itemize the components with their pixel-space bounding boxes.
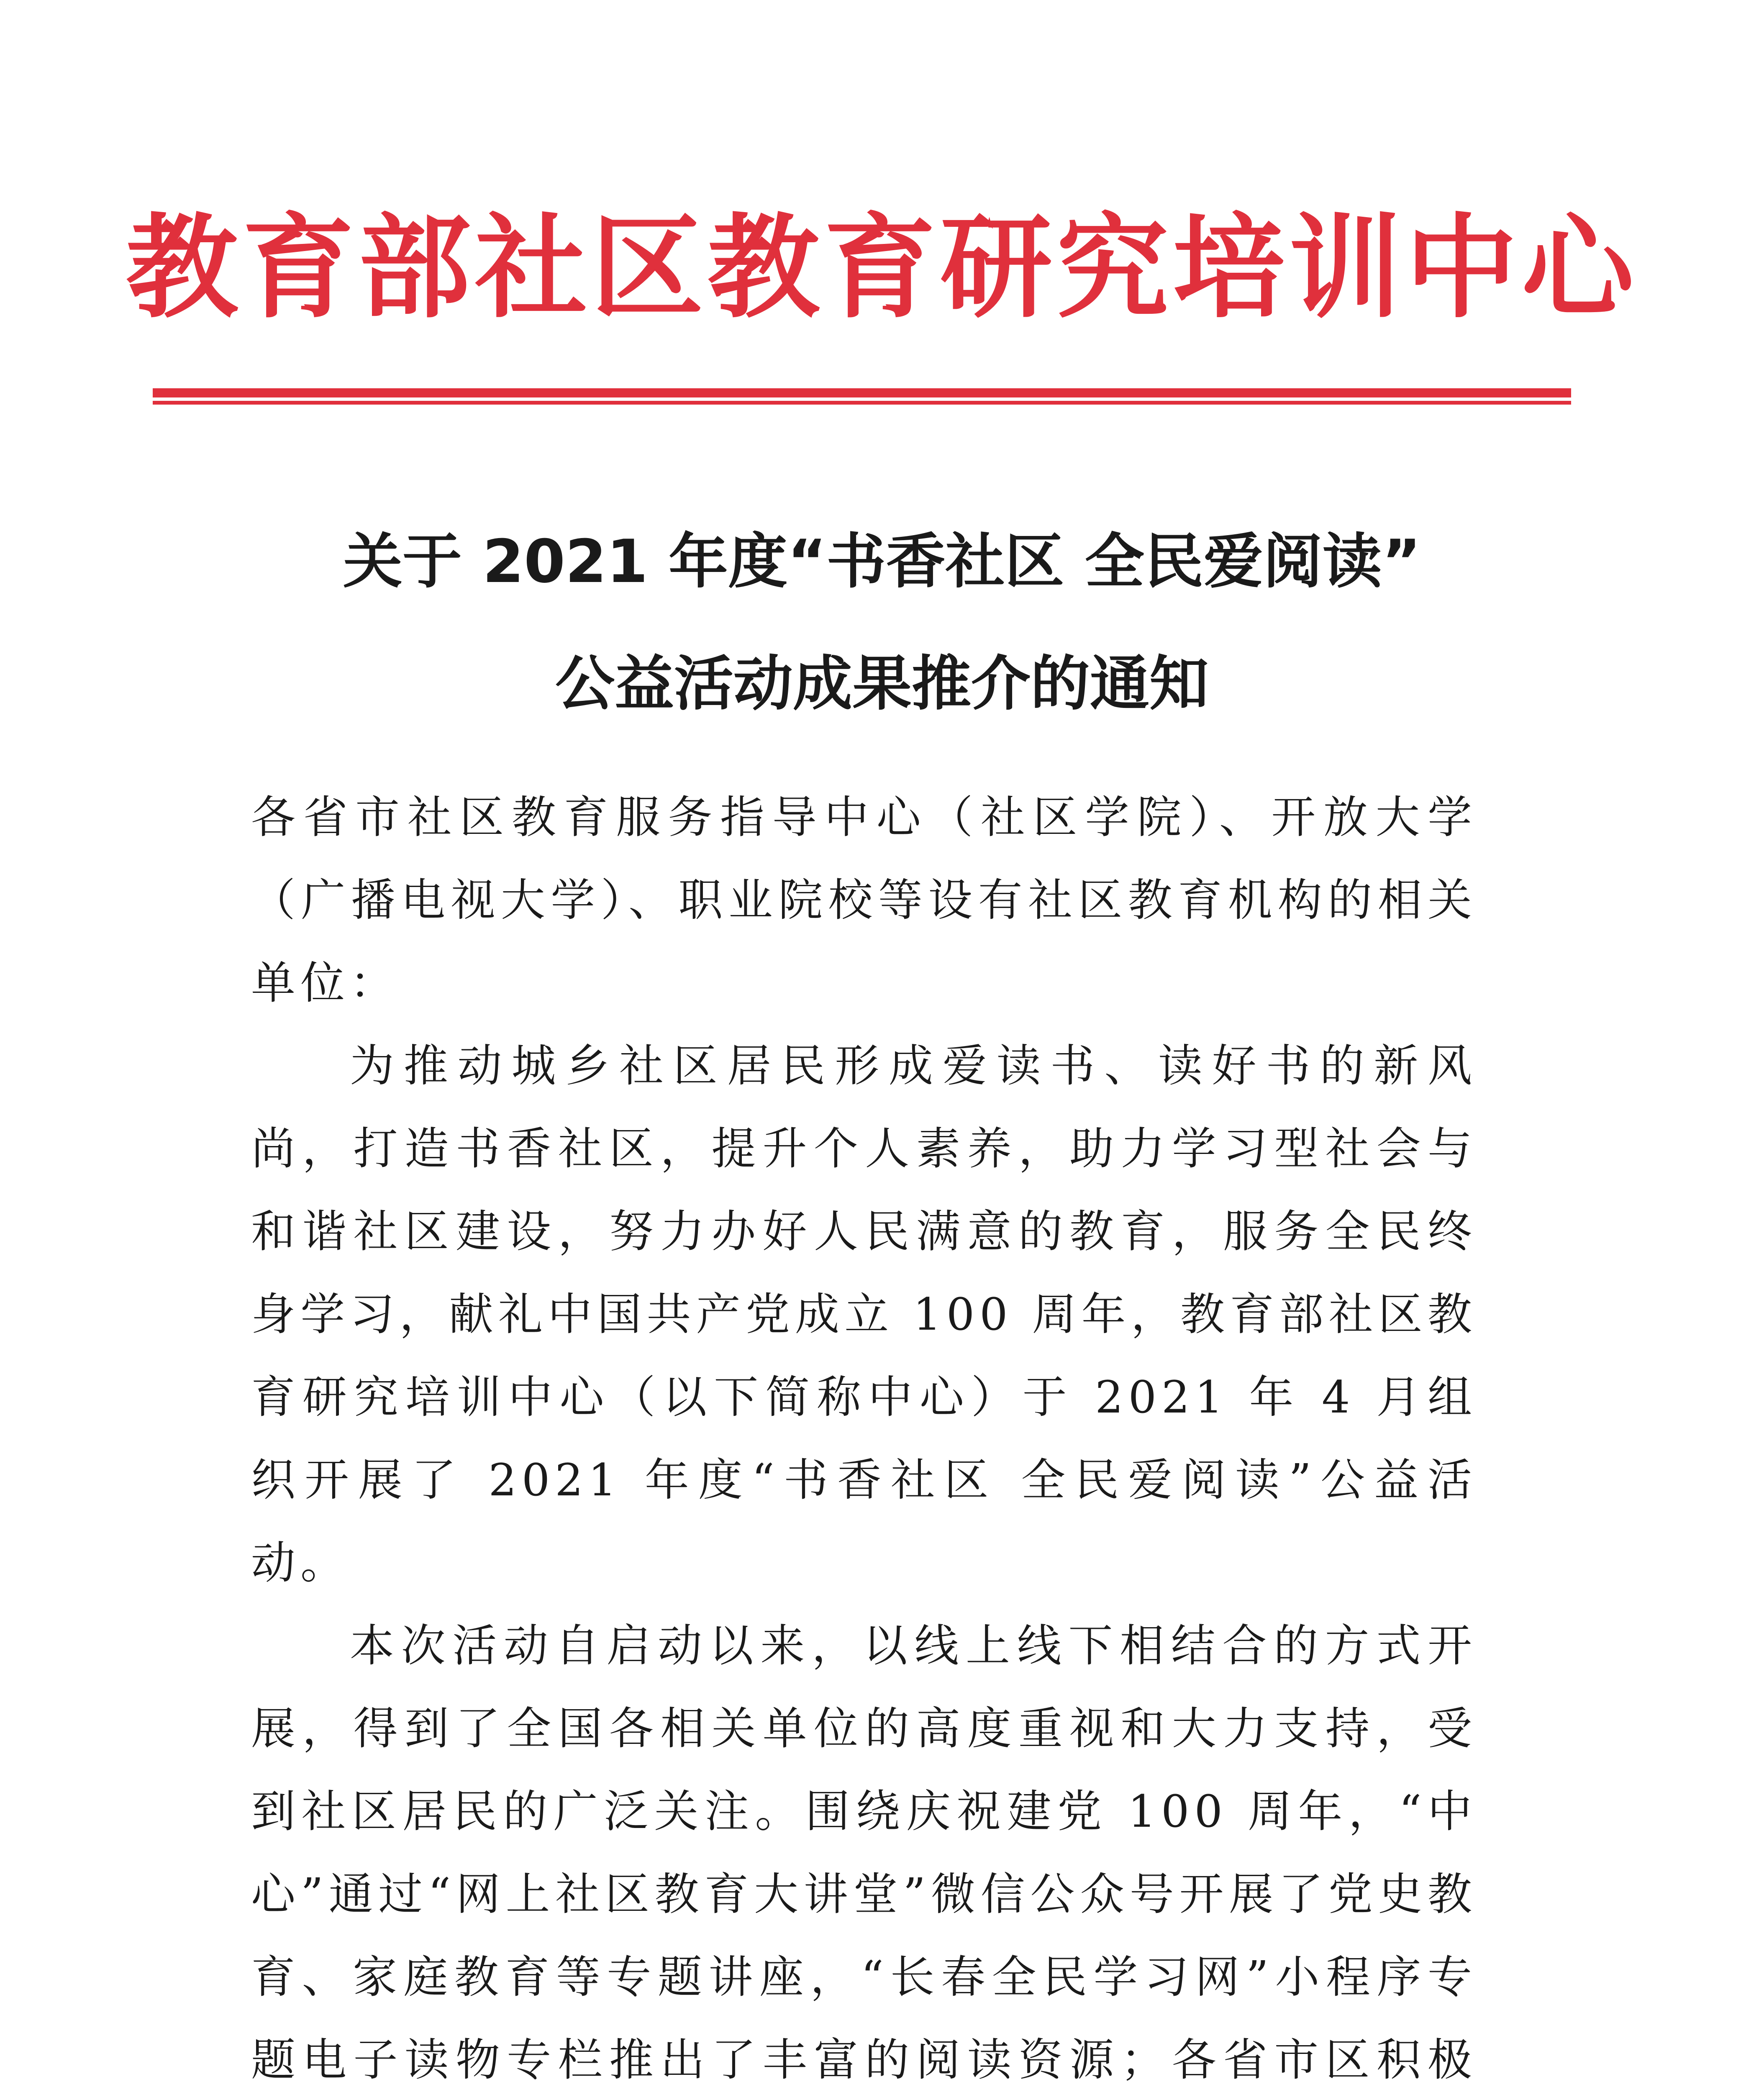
body-paragraph-1: 为推动城乡社区居民形成爱读书、读好书的新风尚，打造书香社区，提升个人素养，助力学习型社会与和谐社区建设，努力办好人民满意的教育，服务全民终身学习，献礼中国共产党成立 100 周年，教育部社区教育研究培训中心（以下简称中心）于 2021 年 4 月组织开展了 2021 年度“书香社区 全民爱阅读”公益活动。	[251, 1040, 1477, 1589]
masthead-org-name: 教育部社区教育研究培训中心	[126, 202, 1638, 333]
notice-title-line-2: 公益活动成果推介的通知	[555, 649, 1209, 718]
masthead-red-rule-thin	[153, 401, 1571, 405]
notice-title-line-1: 关于 2021 年度“书香社区 全民爱阅读”	[343, 527, 1421, 596]
masthead-red-rule-thick	[153, 388, 1571, 397]
salutation: 各省市社区教育服务指导中心（社区学院）、开放大学（广播电视大学）、职业院校等设有社区教育机构的相关单位：	[251, 792, 1477, 1009]
body-paragraph-2: 本次活动自启动以来，以线上线下相结合的方式开展，得到了全国各相关单位的高度重视和大力支持，受到社区居民的广泛关注。围绕庆祝建党 100 周年，“中心”通过“网上社区教育大讲堂”微信公众号开展了党史教育、家庭教育等专题讲座，“长春全民学习网”小程序专题电子读物专栏推出了丰富的阅读资源；各省市区积极	[251, 1620, 1477, 2086]
notice-body	[251, 776, 1477, 2092]
